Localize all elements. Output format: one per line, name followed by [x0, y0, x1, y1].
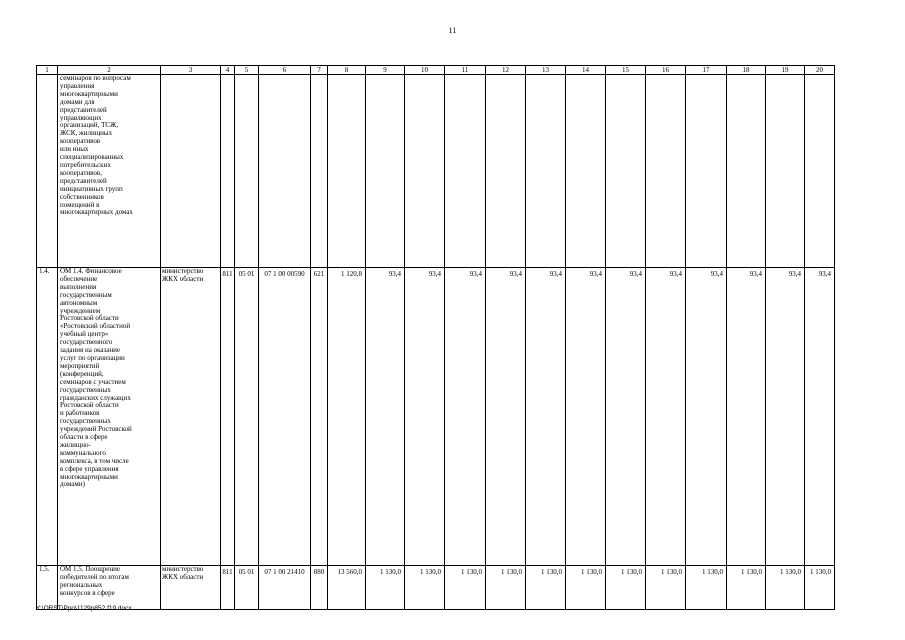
column-number-header: 14 — [566, 66, 606, 75]
vr-code — [311, 75, 328, 268]
table-row — [37, 268, 835, 566]
event-name: семинаров по вопросам управления многоквартирными домами для представителей управляющих организаций, ТСЖ, ЖСК, жилищных кооперативов или иных специализированных потребительских кооперативов, представителей инициативных групп собственников помещений в многоквартирных домах — [58, 75, 161, 268]
table-row — [37, 75, 835, 268]
csr-code — [259, 75, 311, 268]
year-amount: 1 130,0 — [486, 566, 526, 610]
year-amount — [766, 75, 805, 268]
row-number: 1.4. — [37, 268, 58, 566]
year-amount: 93,4 — [727, 268, 766, 566]
year-amount: 1 130,0 — [606, 566, 646, 610]
responsible-executor — [161, 75, 221, 268]
vr-code: 621 — [311, 268, 328, 566]
program-table — [36, 65, 835, 610]
table-row — [37, 566, 835, 610]
column-number-header: 4 — [221, 66, 235, 75]
year-amount: 1 130,0 — [405, 566, 445, 610]
column-number-header: 9 — [366, 66, 405, 75]
column-number-row — [37, 66, 835, 75]
column-number-header: 1 — [37, 66, 58, 75]
column-number-header: 3 — [161, 66, 221, 75]
year-amount — [727, 75, 766, 268]
csr-code: 07 1 00 00590 — [259, 268, 311, 566]
total-amount: 13 560,0 — [328, 566, 366, 610]
year-amount: 1 130,0 — [727, 566, 766, 610]
total-amount: 1 120,8 — [328, 268, 366, 566]
year-amount: 93,4 — [606, 268, 646, 566]
year-amount: 1 130,0 — [805, 566, 835, 610]
year-amount: 1 130,0 — [566, 566, 606, 610]
column-number-header: 12 — [486, 66, 526, 75]
column-number-header: 13 — [526, 66, 566, 75]
year-amount: 1 130,0 — [445, 566, 486, 610]
year-amount: 1 130,0 — [766, 566, 805, 610]
row-number — [37, 75, 58, 268]
year-amount: 93,4 — [805, 268, 835, 566]
year-amount: 1 130,0 — [686, 566, 727, 610]
column-number-header: 16 — [646, 66, 686, 75]
year-amount: 93,4 — [646, 268, 686, 566]
column-number-header: 2 — [58, 66, 161, 75]
year-amount: 1 130,0 — [366, 566, 405, 610]
page-number: 11 — [448, 26, 457, 35]
row-number: 1.5. — [37, 566, 58, 610]
year-amount: 93,4 — [526, 268, 566, 566]
grbs-code: 811 — [221, 566, 235, 610]
year-amount: 93,4 — [766, 268, 805, 566]
event-name: ОМ 1.4. Финансовое обеспечение выполнения государственным автономным учреждением Ростовской области «Ростовский областной учебный центр» государственного задания на оказание услуг по организации мероприятий (конференций, семинаров с участием государственных гражданских служащих Ростовской области и работников государственных учреждений Ростовской области в сфере жилищно- коммунального комплекса, в том числе в сфере управления многоквартирными домами) — [58, 268, 161, 566]
year-amount — [486, 75, 526, 268]
year-amount — [366, 75, 405, 268]
rzpr-code: 05 01 — [235, 268, 259, 566]
grbs-code: 811 — [221, 268, 235, 566]
column-number-header: 18 — [727, 66, 766, 75]
column-number-header: 15 — [606, 66, 646, 75]
year-amount — [606, 75, 646, 268]
column-number-header: 11 — [445, 66, 486, 75]
responsible-executor: министерство ЖКХ области — [161, 268, 221, 566]
column-number-header: 6 — [259, 66, 311, 75]
year-amount: 93,4 — [445, 268, 486, 566]
responsible-executor: министерство ЖКХ области — [161, 566, 221, 610]
year-amount: 1 130,0 — [526, 566, 566, 610]
year-amount: 93,4 — [366, 268, 405, 566]
year-amount: 93,4 — [566, 268, 606, 566]
year-amount: 93,4 — [686, 268, 727, 566]
grbs-code — [221, 75, 235, 268]
year-amount — [445, 75, 486, 268]
column-number-header: 20 — [805, 66, 835, 75]
column-number-header: 7 — [311, 66, 328, 75]
column-number-header: 19 — [766, 66, 805, 75]
year-amount — [405, 75, 445, 268]
year-amount: 1 130,0 — [646, 566, 686, 610]
column-number-header: 10 — [405, 66, 445, 75]
year-amount — [686, 75, 727, 268]
rzpr-code — [235, 75, 259, 268]
vr-code: 880 — [311, 566, 328, 610]
year-amount: 93,4 — [405, 268, 445, 566]
rzpr-code: 05 01 — [235, 566, 259, 610]
column-number-header: 5 — [235, 66, 259, 75]
year-amount — [526, 75, 566, 268]
year-amount — [646, 75, 686, 268]
file-path-footer: Y:\ORST\Ppo\1129p852.f19.docx — [36, 605, 132, 612]
event-name: ОМ 1.5. Поощрение победителей по итогам региональных конкурсов в сфере — [58, 566, 161, 610]
year-amount — [566, 75, 606, 268]
csr-code: 07 1 00 21410 — [259, 566, 311, 610]
total-amount — [328, 75, 366, 268]
year-amount: 93,4 — [486, 268, 526, 566]
year-amount — [805, 75, 835, 268]
column-number-header: 8 — [328, 66, 366, 75]
column-number-header: 17 — [686, 66, 727, 75]
